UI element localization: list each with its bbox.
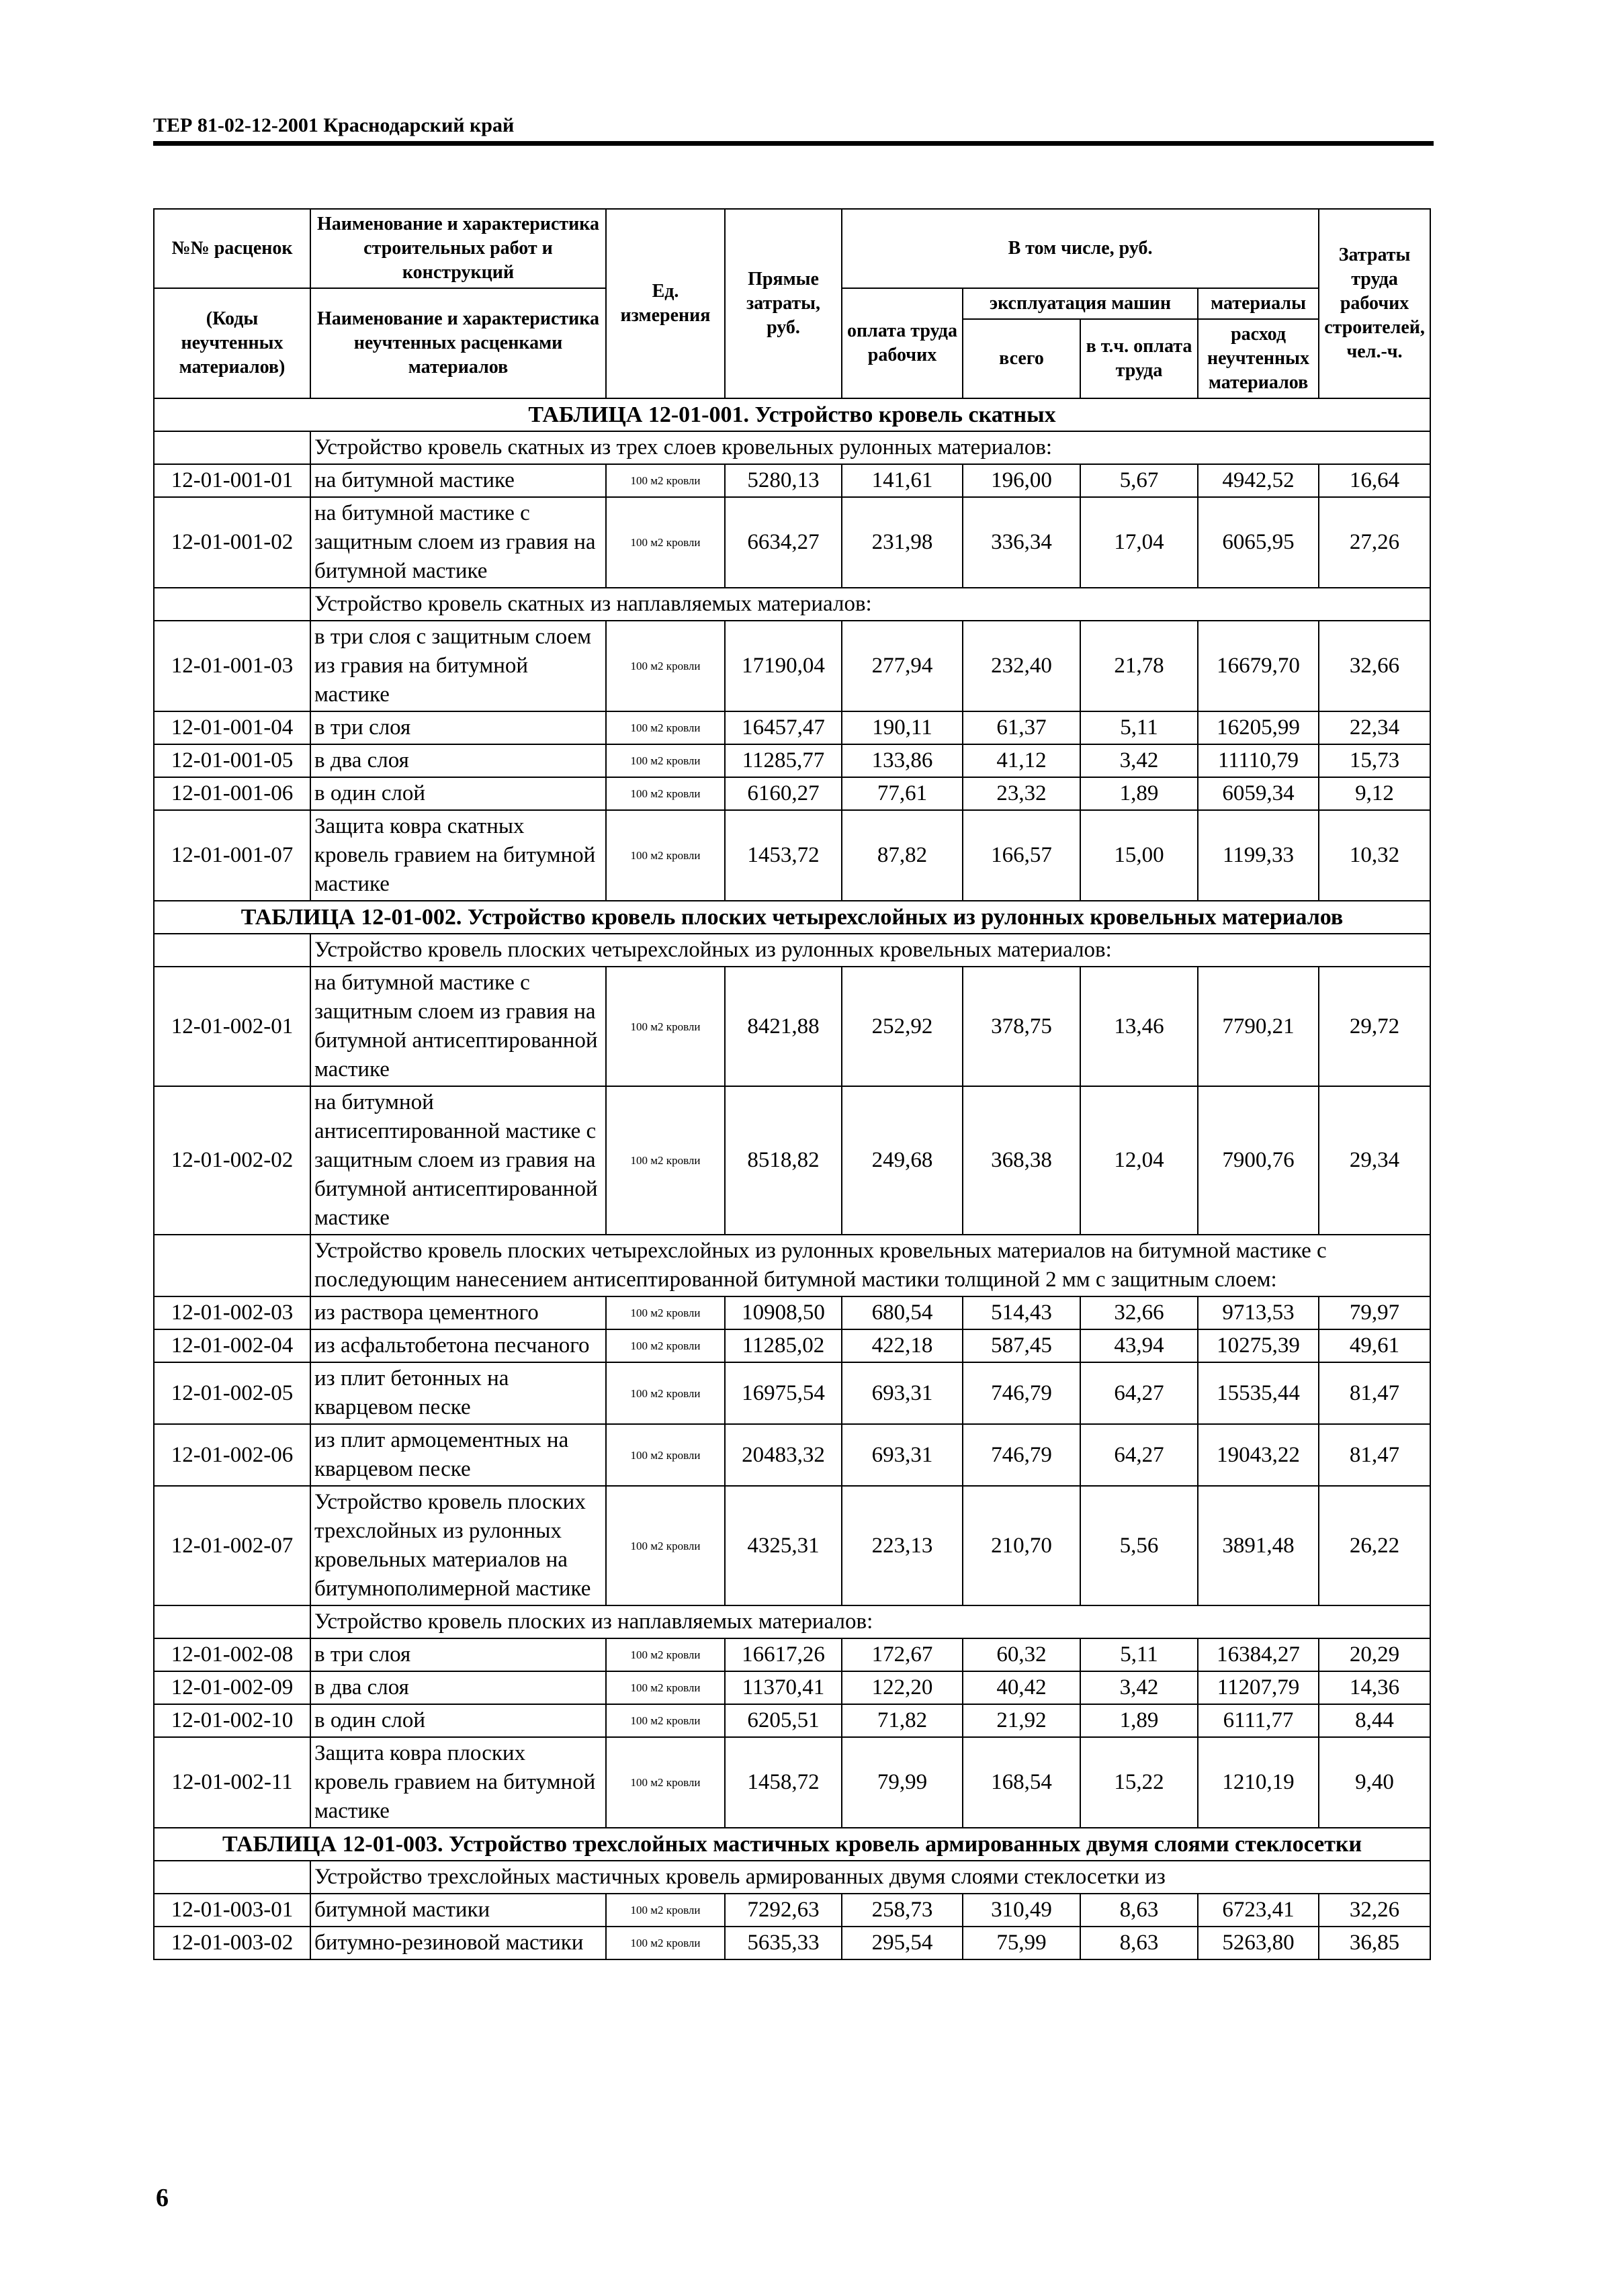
unit-cell: 100 м2 кровли xyxy=(606,464,725,497)
materials-cell: 6059,34 xyxy=(1198,777,1319,810)
direct-cost-cell: 6160,27 xyxy=(725,777,842,810)
machines-labor-cell: 8,63 xyxy=(1080,1927,1198,1959)
labor-pay-cell: 252,92 xyxy=(842,967,963,1086)
machines-total-cell: 60,32 xyxy=(963,1638,1080,1671)
unit-cell: 100 м2 кровли xyxy=(606,1737,725,1828)
header-code-label: №№ расценок xyxy=(171,238,293,259)
machines-labor-cell: 3,42 xyxy=(1080,1671,1198,1704)
unit-cell: 100 м2 кровли xyxy=(606,711,725,744)
table-title-row xyxy=(154,901,1430,934)
header-code-sub: (Коды неучтенных материалов) xyxy=(154,288,310,398)
unit-cell: 100 м2 кровли xyxy=(606,777,725,810)
section-heading: Устройство кровель плоских четырехслойных из рулонных кровельных материалов: xyxy=(310,934,1430,967)
direct-cost-cell: 8518,82 xyxy=(725,1086,842,1235)
direct-cost-cell: 6205,51 xyxy=(725,1704,842,1737)
materials-cell: 6065,95 xyxy=(1198,497,1319,588)
table-row xyxy=(154,1362,1430,1424)
direct-cost-cell: 11285,77 xyxy=(725,744,842,777)
table-row xyxy=(154,777,1430,810)
header-name-sub: Наименование и характеристика неучтенных расценками материалов xyxy=(310,288,606,398)
materials-cell: 3891,48 xyxy=(1198,1486,1319,1605)
labor-cost-cell: 16,64 xyxy=(1319,464,1430,497)
header-rule xyxy=(153,141,1434,146)
machines-labor-cell: 1,89 xyxy=(1080,1704,1198,1737)
machines-labor-cell: 1,89 xyxy=(1080,777,1198,810)
machines-total-cell: 310,49 xyxy=(963,1894,1080,1927)
table-row xyxy=(154,711,1430,744)
table-title: ТАБЛИЦА 12-01-003. Устройство трехслойных мастичных кровель армированных двумя слоями стеклосетки xyxy=(154,1828,1430,1861)
machines-labor-cell: 5,67 xyxy=(1080,464,1198,497)
name-cell: на битумной антисептированной мастике с защитным слоем из гравия на битумной антисептированной мастике xyxy=(310,1086,606,1235)
labor-pay-cell: 422,18 xyxy=(842,1329,963,1362)
labor-cost-cell: 29,72 xyxy=(1319,967,1430,1086)
header-unit: Ед. измерения xyxy=(606,209,725,398)
unit-cell: 100 м2 кровли xyxy=(606,1296,725,1329)
name-cell: в два слоя xyxy=(310,744,606,777)
machines-labor-cell: 21,78 xyxy=(1080,621,1198,711)
code-cell: 12-01-002-05 xyxy=(154,1362,310,1424)
machines-total-cell: 166,57 xyxy=(963,810,1080,901)
machines-labor-cell: 5,11 xyxy=(1080,1638,1198,1671)
materials-cell: 10275,39 xyxy=(1198,1329,1319,1362)
machines-labor-cell: 43,94 xyxy=(1080,1329,1198,1362)
machines-total-cell: 746,79 xyxy=(963,1424,1080,1486)
unit-cell: 100 м2 кровли xyxy=(606,1086,725,1235)
labor-pay-cell: 79,99 xyxy=(842,1737,963,1828)
unit-cell: 100 м2 кровли xyxy=(606,744,725,777)
direct-cost-cell: 11370,41 xyxy=(725,1671,842,1704)
table-row xyxy=(154,1424,1430,1486)
table-row xyxy=(154,1671,1430,1704)
name-cell: на битумной мастике с защитным слоем из гравия на битумной мастике xyxy=(310,497,606,588)
unit-cell: 100 м2 кровли xyxy=(606,1362,725,1424)
table-row xyxy=(154,1329,1430,1362)
materials-cell: 6111,77 xyxy=(1198,1704,1319,1737)
table-row xyxy=(154,1086,1430,1235)
materials-cell: 16679,70 xyxy=(1198,621,1319,711)
code-cell: 12-01-001-05 xyxy=(154,744,310,777)
name-cell: Защита ковра скатных кровель гравием на битумной мастике xyxy=(310,810,606,901)
header-machines-total: всего xyxy=(963,319,1080,398)
table-row xyxy=(154,1737,1430,1828)
unit-cell: 100 м2 кровли xyxy=(606,1329,725,1362)
name-cell: в три слоя с защитным слоем из гравия на битумной мастике xyxy=(310,621,606,711)
materials-cell: 11207,79 xyxy=(1198,1671,1319,1704)
labor-cost-cell: 49,61 xyxy=(1319,1329,1430,1362)
code-cell: 12-01-002-06 xyxy=(154,1424,310,1486)
table-row xyxy=(154,1486,1430,1605)
code-cell: 12-01-001-07 xyxy=(154,810,310,901)
labor-cost-cell: 81,47 xyxy=(1319,1424,1430,1486)
code-cell: 12-01-002-07 xyxy=(154,1486,310,1605)
labor-pay-cell: 295,54 xyxy=(842,1927,963,1959)
materials-cell: 5263,80 xyxy=(1198,1927,1319,1959)
table-title-row xyxy=(154,1828,1430,1861)
code-cell: 12-01-001-04 xyxy=(154,711,310,744)
labor-cost-cell: 32,26 xyxy=(1319,1894,1430,1927)
machines-labor-cell: 5,11 xyxy=(1080,711,1198,744)
labor-pay-cell: 249,68 xyxy=(842,1086,963,1235)
labor-pay-cell: 258,73 xyxy=(842,1894,963,1927)
unit-cell: 100 м2 кровли xyxy=(606,621,725,711)
code-cell: 12-01-002-03 xyxy=(154,1296,310,1329)
code-cell: 12-01-003-02 xyxy=(154,1927,310,1959)
direct-cost-cell: 10908,50 xyxy=(725,1296,842,1329)
code-cell: 12-01-001-02 xyxy=(154,497,310,588)
code-cell: 12-01-002-09 xyxy=(154,1671,310,1704)
name-cell: в один слой xyxy=(310,1704,606,1737)
labor-cost-cell: 36,85 xyxy=(1319,1927,1430,1959)
labor-cost-cell: 81,47 xyxy=(1319,1362,1430,1424)
table-title: ТАБЛИЦА 12-01-001. Устройство кровель скатных xyxy=(154,398,1430,431)
table-row xyxy=(154,1927,1430,1959)
section-heading: Устройство кровель скатных из трех слоев кровельных рулонных материалов: xyxy=(310,431,1430,464)
labor-pay-cell: 693,31 xyxy=(842,1424,963,1486)
labor-cost-cell: 14,36 xyxy=(1319,1671,1430,1704)
labor-cost-cell: 9,12 xyxy=(1319,777,1430,810)
table-row xyxy=(154,967,1430,1086)
machines-labor-cell: 64,27 xyxy=(1080,1424,1198,1486)
labor-cost-cell: 26,22 xyxy=(1319,1486,1430,1605)
labor-pay-cell: 223,13 xyxy=(842,1486,963,1605)
table-row xyxy=(154,497,1430,588)
labor-pay-cell: 172,67 xyxy=(842,1638,963,1671)
code-cell: 12-01-002-11 xyxy=(154,1737,310,1828)
machines-total-cell: 746,79 xyxy=(963,1362,1080,1424)
labor-pay-cell: 122,20 xyxy=(842,1671,963,1704)
machines-total-cell: 336,34 xyxy=(963,497,1080,588)
machines-total-cell: 514,43 xyxy=(963,1296,1080,1329)
header-materials: материалы xyxy=(1198,288,1319,319)
materials-cell: 15535,44 xyxy=(1198,1362,1319,1424)
header-direct: Прямые затраты, руб. xyxy=(725,209,842,398)
table-row xyxy=(154,1704,1430,1737)
table-row xyxy=(154,1894,1430,1927)
unit-cell: 100 м2 кровли xyxy=(606,1894,725,1927)
section-code-cell xyxy=(154,431,310,464)
labor-cost-cell: 32,66 xyxy=(1319,621,1430,711)
name-cell: битумной мастики xyxy=(310,1894,606,1927)
materials-cell: 1210,19 xyxy=(1198,1737,1319,1828)
table-row xyxy=(154,810,1430,901)
name-cell: битумно-резиновой мастики xyxy=(310,1927,606,1959)
machines-labor-cell: 32,66 xyxy=(1080,1296,1198,1329)
machines-labor-cell: 13,46 xyxy=(1080,967,1198,1086)
machines-total-cell: 587,45 xyxy=(963,1329,1080,1362)
table-title-row xyxy=(154,398,1430,431)
materials-cell: 9713,53 xyxy=(1198,1296,1319,1329)
code-cell: 12-01-003-01 xyxy=(154,1894,310,1927)
table-row xyxy=(154,464,1430,497)
name-cell: в три слоя xyxy=(310,1638,606,1671)
labor-cost-cell: 9,40 xyxy=(1319,1737,1430,1828)
name-cell: в один слой xyxy=(310,777,606,810)
machines-total-cell: 232,40 xyxy=(963,621,1080,711)
machines-total-cell: 210,70 xyxy=(963,1486,1080,1605)
materials-cell: 16205,99 xyxy=(1198,711,1319,744)
name-cell: Устройство кровель плоских трехслойных из рулонных кровельных материалов на битумнополимерной мастике xyxy=(310,1486,606,1605)
code-cell: 12-01-001-06 xyxy=(154,777,310,810)
header-including: В том числе, руб. xyxy=(842,209,1319,288)
machines-labor-cell: 15,22 xyxy=(1080,1737,1198,1828)
materials-cell: 6723,41 xyxy=(1198,1894,1319,1927)
machines-total-cell: 61,37 xyxy=(963,711,1080,744)
header-machines-labor: в т.ч. оплата труда xyxy=(1080,319,1198,398)
unit-cell: 100 м2 кровли xyxy=(606,1671,725,1704)
labor-cost-cell: 8,44 xyxy=(1319,1704,1430,1737)
unit-cell: 100 м2 кровли xyxy=(606,810,725,901)
labor-cost-cell: 10,32 xyxy=(1319,810,1430,901)
name-cell: из плит армоцементных на кварцевом песке xyxy=(310,1424,606,1486)
machines-labor-cell: 64,27 xyxy=(1080,1362,1198,1424)
header-name-label: Наименование и характеристика строительных работ и конструкций xyxy=(316,214,600,283)
direct-cost-cell: 5280,13 xyxy=(725,464,842,497)
machines-total-cell: 168,54 xyxy=(963,1737,1080,1828)
name-cell: из раствора цементного xyxy=(310,1296,606,1329)
machines-total-cell: 41,12 xyxy=(963,744,1080,777)
machines-total-cell: 23,32 xyxy=(963,777,1080,810)
section-code-cell xyxy=(154,1605,310,1638)
machines-labor-cell: 12,04 xyxy=(1080,1086,1198,1235)
section-row xyxy=(154,431,1430,464)
header-labor-pay: оплата труда рабочих xyxy=(842,288,963,398)
price-table xyxy=(153,208,1431,1960)
section-heading: Устройство кровель плоских четырехслойных из рулонных кровельных материалов на битумной мастике с последующим нанесением антисептированной битумной мастики толщиной 2 мм с защитным слоем: xyxy=(310,1235,1430,1296)
code-cell: 12-01-001-03 xyxy=(154,621,310,711)
direct-cost-cell: 5635,33 xyxy=(725,1927,842,1959)
direct-cost-cell: 7292,63 xyxy=(725,1894,842,1927)
table-header xyxy=(154,209,1430,398)
direct-cost-cell: 1453,72 xyxy=(725,810,842,901)
page-number: 6 xyxy=(156,2184,169,2212)
unit-cell: 100 м2 кровли xyxy=(606,1424,725,1486)
labor-pay-cell: 77,61 xyxy=(842,777,963,810)
direct-cost-cell: 16457,47 xyxy=(725,711,842,744)
labor-cost-cell: 27,26 xyxy=(1319,497,1430,588)
machines-total-cell: 40,42 xyxy=(963,1671,1080,1704)
code-cell: 12-01-002-10 xyxy=(154,1704,310,1737)
code-cell: 12-01-002-01 xyxy=(154,967,310,1086)
machines-labor-cell: 8,63 xyxy=(1080,1894,1198,1927)
materials-cell: 7790,21 xyxy=(1198,967,1319,1086)
document-header: ТЕР 81-02-12-2001 Краснодарский край xyxy=(153,114,515,136)
machines-total-cell: 75,99 xyxy=(963,1927,1080,1959)
direct-cost-cell: 8421,88 xyxy=(725,967,842,1086)
unit-cell: 100 м2 кровли xyxy=(606,1927,725,1959)
labor-pay-cell: 693,31 xyxy=(842,1362,963,1424)
labor-pay-cell: 71,82 xyxy=(842,1704,963,1737)
labor-cost-cell: 79,97 xyxy=(1319,1296,1430,1329)
machines-labor-cell: 17,04 xyxy=(1080,497,1198,588)
section-row xyxy=(154,1861,1430,1894)
name-cell: из плит бетонных на кварцевом песке xyxy=(310,1362,606,1424)
machines-labor-cell: 5,56 xyxy=(1080,1486,1198,1605)
machines-total-cell: 21,92 xyxy=(963,1704,1080,1737)
direct-cost-cell: 17190,04 xyxy=(725,621,842,711)
direct-cost-cell: 11285,02 xyxy=(725,1329,842,1362)
labor-pay-cell: 87,82 xyxy=(842,810,963,901)
section-heading: Устройство кровель скатных из наплавляемых материалов: xyxy=(310,588,1430,621)
materials-cell: 7900,76 xyxy=(1198,1086,1319,1235)
section-code-cell xyxy=(154,934,310,967)
machines-total-cell: 378,75 xyxy=(963,967,1080,1086)
labor-cost-cell: 15,73 xyxy=(1319,744,1430,777)
materials-cell: 19043,22 xyxy=(1198,1424,1319,1486)
unit-cell: 100 м2 кровли xyxy=(606,1638,725,1671)
table-row xyxy=(154,1296,1430,1329)
labor-cost-cell: 22,34 xyxy=(1319,711,1430,744)
direct-cost-cell: 6634,27 xyxy=(725,497,842,588)
section-code-cell xyxy=(154,588,310,621)
direct-cost-cell: 20483,32 xyxy=(725,1424,842,1486)
labor-pay-cell: 141,61 xyxy=(842,464,963,497)
section-code-cell xyxy=(154,1861,310,1894)
direct-cost-cell: 4325,31 xyxy=(725,1486,842,1605)
direct-cost-cell: 1458,72 xyxy=(725,1737,842,1828)
table-row xyxy=(154,1638,1430,1671)
name-cell: в два слоя xyxy=(310,1671,606,1704)
section-heading: Устройство трехслойных мастичных кровель армированных двумя слоями стеклосетки из xyxy=(310,1861,1430,1894)
header-name xyxy=(310,209,606,288)
machines-total-cell: 196,00 xyxy=(963,464,1080,497)
unit-cell: 100 м2 кровли xyxy=(606,1486,725,1605)
section-heading: Устройство кровель плоских из наплавляемых материалов: xyxy=(310,1605,1430,1638)
section-row xyxy=(154,934,1430,967)
name-cell: на битумной мастике с защитным слоем из гравия на битумной антисептированной мастике xyxy=(310,967,606,1086)
materials-cell: 11110,79 xyxy=(1198,744,1319,777)
code-cell: 12-01-002-04 xyxy=(154,1329,310,1362)
unit-cell: 100 м2 кровли xyxy=(606,967,725,1086)
direct-cost-cell: 16975,54 xyxy=(725,1362,842,1424)
table-title: ТАБЛИЦА 12-01-002. Устройство кровель плоских четырехслойных из рулонных кровельных материалов xyxy=(154,901,1430,934)
section-row xyxy=(154,588,1430,621)
table-row xyxy=(154,621,1430,711)
unit-cell: 100 м2 кровли xyxy=(606,497,725,588)
code-cell: 12-01-002-08 xyxy=(154,1638,310,1671)
machines-labor-cell: 3,42 xyxy=(1080,744,1198,777)
direct-cost-cell: 16617,26 xyxy=(725,1638,842,1671)
name-cell: на битумной мастике xyxy=(310,464,606,497)
header-machines: эксплуатация машин xyxy=(963,288,1198,319)
labor-pay-cell: 231,98 xyxy=(842,497,963,588)
labor-pay-cell: 190,11 xyxy=(842,711,963,744)
header-materials-sub: расход неучтенных материалов xyxy=(1198,319,1319,398)
header-code xyxy=(154,209,310,288)
machines-labor-cell: 15,00 xyxy=(1080,810,1198,901)
table-row xyxy=(154,744,1430,777)
name-cell: в три слоя xyxy=(310,711,606,744)
materials-cell: 1199,33 xyxy=(1198,810,1319,901)
section-row xyxy=(154,1605,1430,1638)
materials-cell: 16384,27 xyxy=(1198,1638,1319,1671)
labor-cost-cell: 20,29 xyxy=(1319,1638,1430,1671)
labor-pay-cell: 680,54 xyxy=(842,1296,963,1329)
machines-total-cell: 368,38 xyxy=(963,1086,1080,1235)
section-code-cell xyxy=(154,1235,310,1296)
labor-pay-cell: 133,86 xyxy=(842,744,963,777)
materials-cell: 4942,52 xyxy=(1198,464,1319,497)
unit-cell: 100 м2 кровли xyxy=(606,1704,725,1737)
section-row xyxy=(154,1235,1430,1296)
name-cell: Защита ковра плоских кровель гравием на битумной мастике xyxy=(310,1737,606,1828)
table-body xyxy=(154,398,1430,1959)
code-cell: 12-01-002-02 xyxy=(154,1086,310,1235)
labor-cost-cell: 29,34 xyxy=(1319,1086,1430,1235)
name-cell: из асфальтобетона песчаного xyxy=(310,1329,606,1362)
code-cell: 12-01-001-01 xyxy=(154,464,310,497)
labor-pay-cell: 277,94 xyxy=(842,621,963,711)
header-labor-cost: Затраты труда рабочих строителей, чел.-ч. xyxy=(1319,209,1430,398)
